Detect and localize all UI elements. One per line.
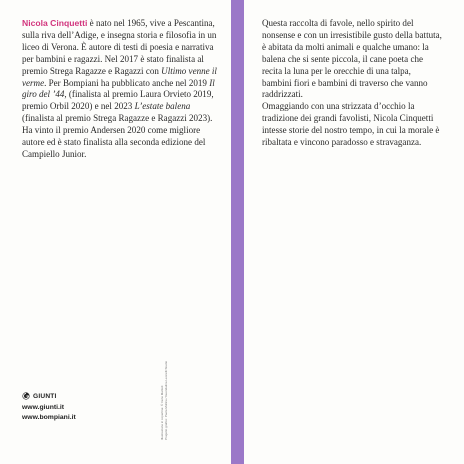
book-title: Ultimo venne il verme (22, 65, 217, 88)
cover-credits (160, 360, 170, 440)
giunti-logo-icon (22, 392, 30, 400)
description-paragraph: Omaggiando con una strizzata d’occhio la tradizione dei grandi favolisti, Nicola Cinquetti intesse storie del nostro tempo, in cui la morale è ribaltata e vincono paradosso e stravaganza. (262, 101, 440, 148)
giunti-website-link[interactable]: www.giunti.it (22, 404, 65, 411)
book-title: Il giro del ’44 (22, 77, 215, 100)
publisher-name: GIUNTI (33, 392, 57, 400)
spine-stripe (231, 0, 244, 464)
bompiani-website-link[interactable]: www.bompiani.it (22, 414, 76, 421)
credit-line: Illustrazione in copertina: © Irene Mattioli (160, 385, 164, 440)
bio-text: è nato nel 1965, vive a Pescantina, sulla riva dell’Adige, e insegna storia e filosofia in un liceo di Verona. È autore di testi di poesia e narrativa per bambini e ragazzi. Nel 2017 è stato finalista al premio Strega Ragazze e Ragazzi con Ultimo venne il verme. Per Bompiani ha pubblicato anche nel 2019 Il giro del ’44, (finalista al premio Laura Orvieto 2019, premio Orbil 2020) e nel 2023 L’estate balena (finalista al premio Strega Ragazze e Ragazzi 2023). Ha vinto il premio Andersen 2020 come migliore autore ed è stato finalista alla seconda edizione del Campiello Junior. (22, 18, 217, 159)
book-title: L’estate balena (134, 101, 191, 112)
author-name: Nicola Cinquetti (22, 18, 88, 28)
publisher-block (22, 392, 76, 423)
book-description (262, 18, 442, 149)
description-paragraph: Questa raccolta di favole, nello spirito del nonsense e con un irresistibile gusto della battuta, è abitata da molti animali e qualche umano: la balena che si sente piccola, il cane poeta che recita la luna per le orecchie di una talpa, bambini fiori e bambini di traverso che vanno raddrizzati. (262, 18, 442, 100)
publisher-logo (22, 392, 76, 400)
author-bio (22, 18, 219, 161)
credit-line: Progetto grafico: Paola Mollica / Guendalina Leonelli Studio (163, 360, 168, 440)
